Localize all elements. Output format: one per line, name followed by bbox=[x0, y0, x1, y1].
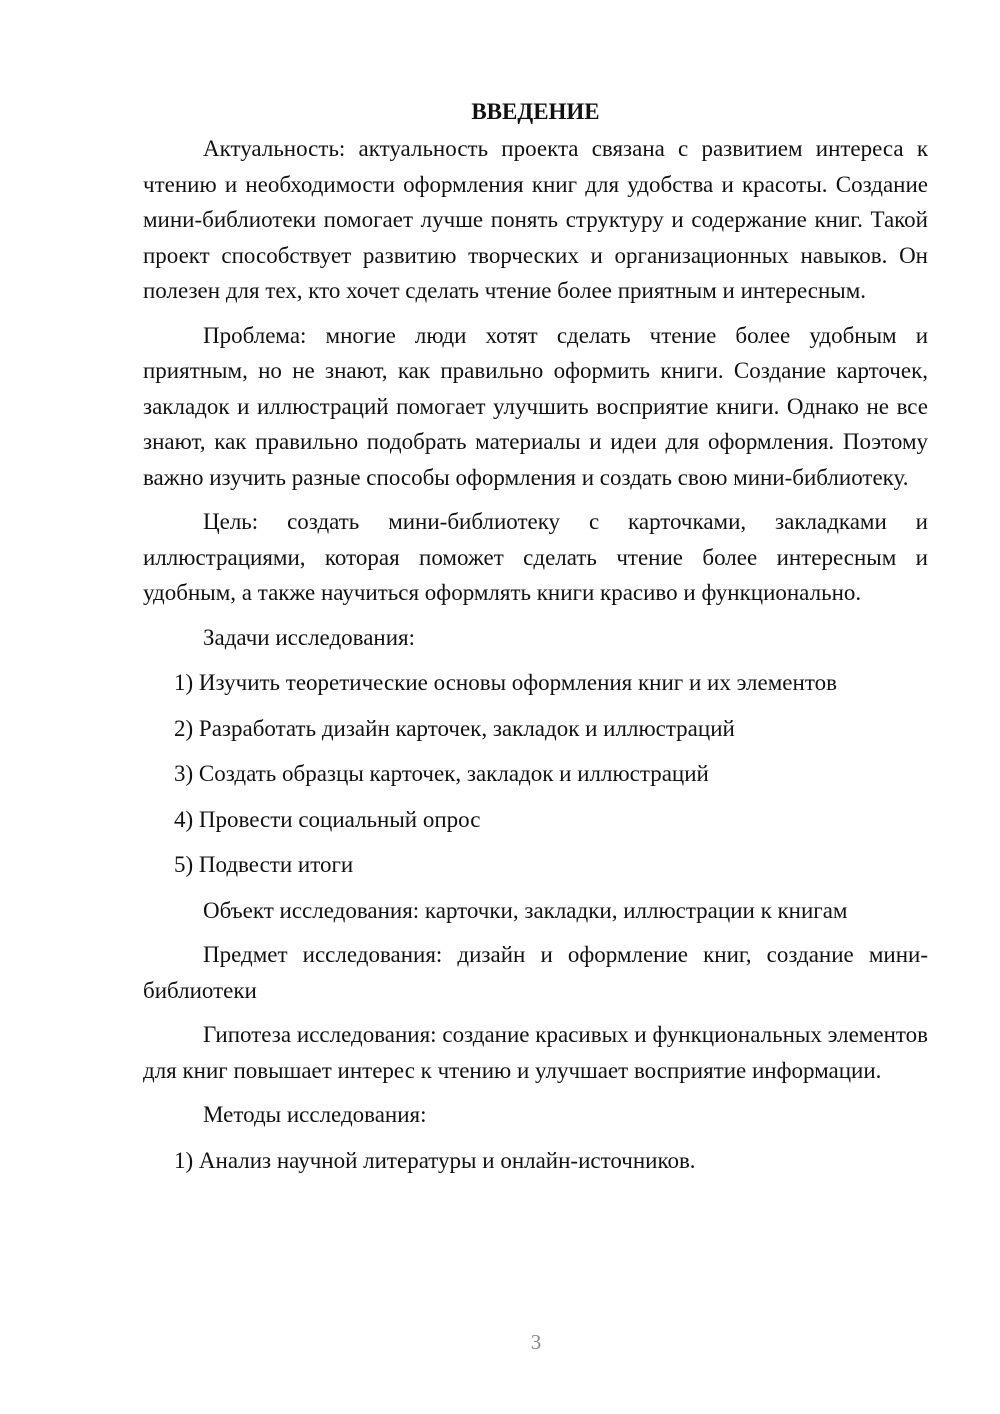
subject-paragraph: Предмет исследования: дизайн и оформление книг, создание мини-библиотеки bbox=[143, 942, 928, 1003]
goal-paragraph: Цель: создать мини-библиотеку с карточками, закладками и иллюстрациями, которая поможет сделать чтение более интересным и удобным, а также научиться оформлять книги красиво и функционально. bbox=[143, 509, 928, 605]
task-item: 1) Изучить теоретические основы оформления книг и их элементов bbox=[174, 670, 837, 695]
hypothesis-paragraph: Гипотеза исследования: создание красивых и функциональных элементов для книг повышает интерес к чтению и улучшает восприятие информации. bbox=[143, 1022, 928, 1083]
method-item: 1) Анализ научной литературы и онлайн-источников. bbox=[174, 1147, 696, 1173]
page-number: 3 bbox=[530, 1330, 542, 1354]
task-item: 2) Разработать дизайн карточек, закладок и иллюстраций bbox=[174, 715, 735, 741]
task-item: 5) Подвести итоги bbox=[174, 852, 354, 877]
tasks-heading: Задачи исследования: bbox=[203, 624, 416, 650]
task-item: 3) Создать образцы карточек, закладок и иллюстраций bbox=[174, 761, 709, 786]
object-paragraph: Объект исследования: карточки, закладки, иллюстрации к книгам bbox=[203, 897, 848, 923]
methods-heading: Методы исследования: bbox=[203, 1102, 427, 1127]
section-title: ВВЕДЕНИЕ bbox=[471, 99, 600, 124]
task-item: 4) Провести социальный опрос bbox=[174, 806, 481, 832]
relevance-paragraph: Актуальность: актуальность проекта связана с развитием интереса к чтению и необходимости оформления книг для удобства и красоты. Создание мини-библиотеки помогает лучше понять структуру и содержание книг. Такой проект способствует развитию творческих и организационных навыков. Он полезен для тех, кто хочет сделать чтение более приятным и интересным. bbox=[143, 136, 928, 303]
problem-paragraph: Проблема: многие люди хотят сделать чтение более удобным и приятным, но не знают, как правильно оформить книги. Создание карточек, закладок и иллюстраций помогает улучшить восприятие книги. Однако не все знают, как правильно подобрать материалы и идеи для оформления. Поэтому важно изучить разные способы оформления и создать свою мини-библиотеку. bbox=[143, 322, 928, 490]
page-content bbox=[143, 94, 928, 1188]
